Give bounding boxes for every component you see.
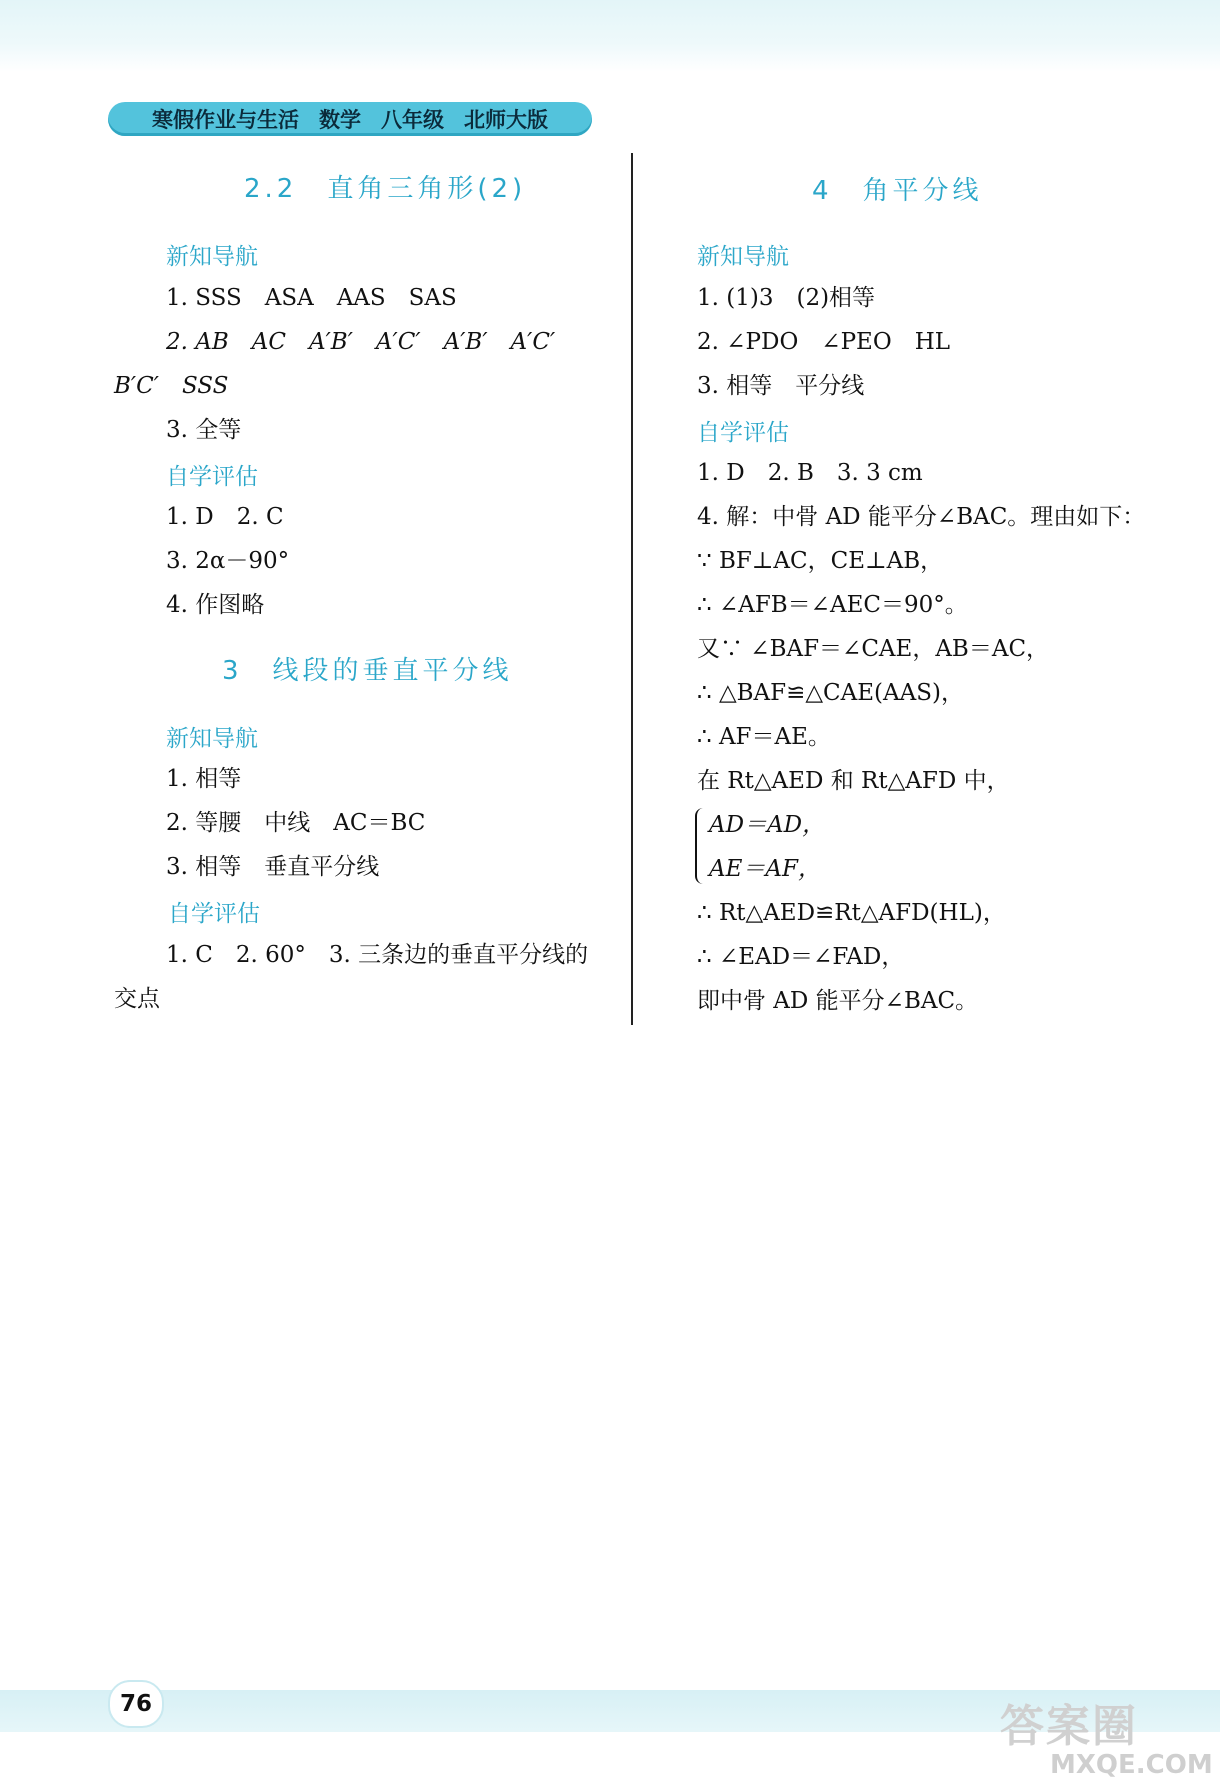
answer-line: 2. 等腰 中线 AC＝BC	[166, 810, 426, 836]
answer-line: 交点	[114, 986, 160, 1012]
proof-line: ∵ BF⊥AC，CE⊥AB，	[697, 548, 944, 574]
answer-line: 3. 2α－90°	[166, 548, 290, 574]
answer-line: 3. 相等 平分线	[697, 373, 865, 399]
book-header	[108, 102, 592, 136]
section-title-right-triangle: 2.2 直角三角形(2)	[244, 174, 527, 204]
answer-line: 4. 作图略	[166, 592, 265, 618]
top-decor-band	[0, 0, 1220, 72]
section-heading-new-knowledge: 新知导航	[166, 244, 258, 270]
answer-line: 4. 解：中骨 AD 能平分∠BAC。理由如下：	[697, 504, 1146, 530]
book-grade: 八年级	[381, 108, 444, 132]
book-title: 寒假作业与生活	[152, 108, 299, 132]
proof-line: 在 Rt△AED 和 Rt△AFD 中，	[697, 768, 1010, 794]
column-divider	[631, 153, 633, 1025]
proof-line: 即中骨 AD 能平分∠BAC。	[697, 988, 979, 1014]
section-heading-self-assessment: 自学评估	[166, 464, 258, 490]
watermark-url: MXQE.COM	[1050, 1750, 1213, 1780]
proof-line: ∴ ∠EAD＝∠FAD，	[697, 944, 905, 970]
answer-line: B′C′ SSS	[114, 373, 229, 399]
proof-line: AD＝AD，	[709, 812, 826, 838]
answer-line: 1. SSS ASA AAS SAS	[166, 285, 457, 311]
proof-line: ∴ AF＝AE。	[697, 724, 831, 750]
answer-line: 2. ∠PDO ∠PEO HL	[697, 329, 951, 355]
proof-line: 又∵ ∠BAF＝∠CAE，AB＝AC，	[697, 636, 1050, 662]
answer-line: 3. 相等 垂直平分线	[166, 854, 380, 880]
section-title-perpendicular-bisector: 3 线段的垂直平分线	[222, 656, 513, 686]
book-edition: 北师大版	[464, 108, 548, 132]
answer-line: 3. 全等	[166, 417, 242, 443]
answer-line: 1. C 2. 60° 3. 三条边的垂直平分线的	[166, 942, 589, 968]
answer-line: 1. D 2. C	[166, 504, 284, 530]
proof-line: ∴ △BAF≌△CAE(AAS)，	[697, 680, 964, 706]
proof-line: ∴ ∠AFB＝∠AEC＝90°。	[697, 592, 968, 618]
proof-line: AE＝AF，	[709, 856, 821, 882]
section-title-angle-bisector: 4 角平分线	[812, 176, 983, 206]
page-number: 76	[108, 1680, 164, 1728]
section-heading-new-knowledge: 新知导航	[166, 726, 258, 752]
section-heading-self-assessment: 自学评估	[697, 420, 789, 446]
proof-line: ∴ Rt△AED≌Rt△AFD(HL)，	[697, 900, 1006, 926]
answer-line: 1. 相等	[166, 766, 242, 792]
answer-line: 2. AB AC A′B′ A′C′ A′B′ A′C′	[166, 329, 556, 355]
system-brace	[695, 808, 707, 884]
book-subject: 数学	[319, 108, 361, 132]
answer-line: 1. D 2. B 3. 3 cm	[697, 460, 923, 486]
section-heading-new-knowledge: 新知导航	[697, 244, 789, 270]
section-heading-self-assessment: 自学评估	[168, 901, 260, 927]
answer-line: 1. (1)3 (2)相等	[697, 285, 876, 311]
watermark-logo: 答案圈	[1000, 1701, 1138, 1752]
